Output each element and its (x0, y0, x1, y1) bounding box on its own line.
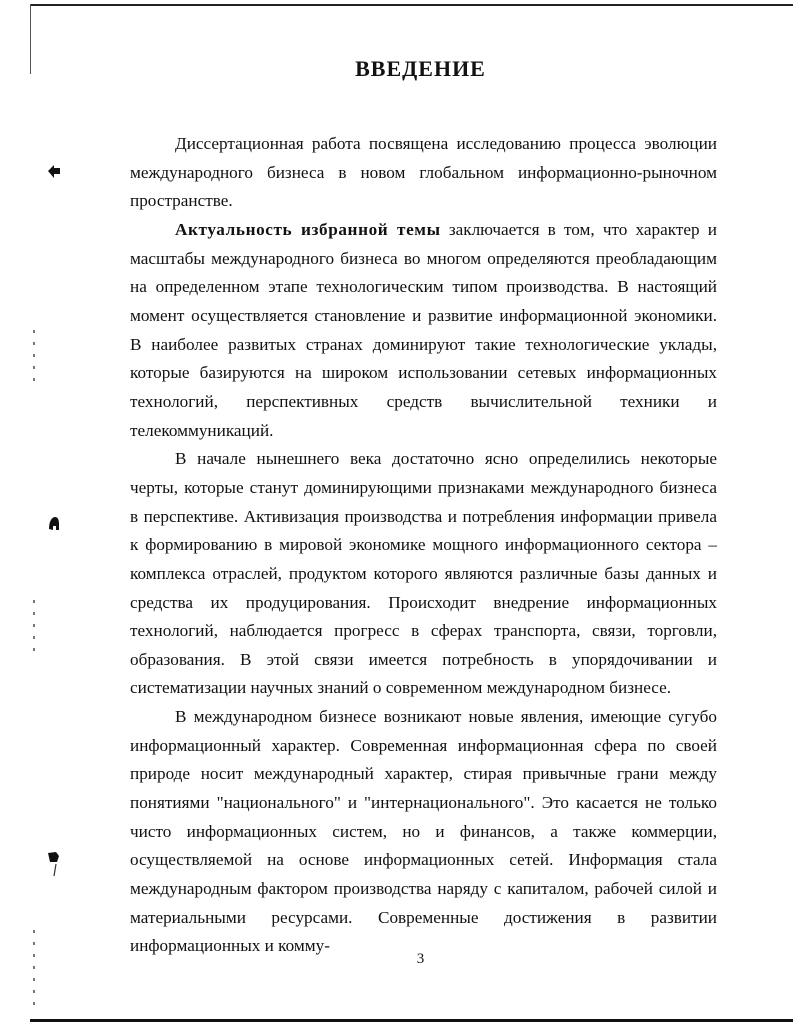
paragraph-4: В международном бизнесе возникают новые явления, имеющие сугубо информационный характер. Современная информационная сфера по своей природе носит международный характер, стирая привычные грани между понятиями "национального" и "интернационального". Это касается не только чисто информационных систем, но и финансов, а также коммерции, осуществляемой на основе информационных сетей. Информация стала международным фактором производства наряду с капиталом, рабочей силой и материальными ресурсами. Современные достижения в развитии информационных и комму- (130, 707, 717, 956)
binder-hole-mark-icon (46, 163, 62, 181)
paragraph-2: Актуальность избранной темы заключается в том, что характер и масштабы международного бизнеса во многом определяются преобладающим на определенном этапе технологическим типом производства. В настоящий момент осуществляется становление и развитие информационной экономики. В наиболее развитых странах доминируют такие технологические уклады, которые базируются на широком использовании сетевых информационных технологий, перспективных средств вычислительной техники и телекоммуникаций. (130, 219, 717, 440)
scan-dotted-margin (33, 600, 35, 660)
scan-top-border (30, 4, 793, 6)
page-number: 3 (416, 951, 425, 967)
document-body (130, 130, 717, 961)
scan-dotted-margin (33, 330, 35, 390)
paragraph-3: В начале нынешнего века достаточно ясно определились некоторые черты, которые станут доминирующими признаками международного бизнеса в перспективе. Активизация производства и потребления информации привела к формированию в мировой экономике мощного информационного сектора – комплекса отраслей, продуктом которого являются различные базы данных и средства их продуцирования. Происходит внедрение информационных технологий, наблюдается прогресс в сферах транспорта, связи, торговли, образования. В этой связи имеется потребность в упорядочивании и систематизации научных знаний о современном международном бизнесе. (130, 449, 717, 698)
page-title: ВВЕДЕНИЕ (355, 56, 486, 81)
paragraph-lead-heading: Актуальность избранной темы (175, 219, 441, 239)
binder-hole-mark-icon (46, 515, 62, 533)
scan-bottom-border (30, 1019, 793, 1022)
binder-hole-mark-icon (46, 850, 62, 880)
scan-dotted-margin (33, 930, 35, 1010)
paragraph-1: Диссертационная работа посвящена исследованию процесса эволюции международного бизнеса в новом глобальном информационно-рыночном пространстве. (130, 134, 717, 211)
